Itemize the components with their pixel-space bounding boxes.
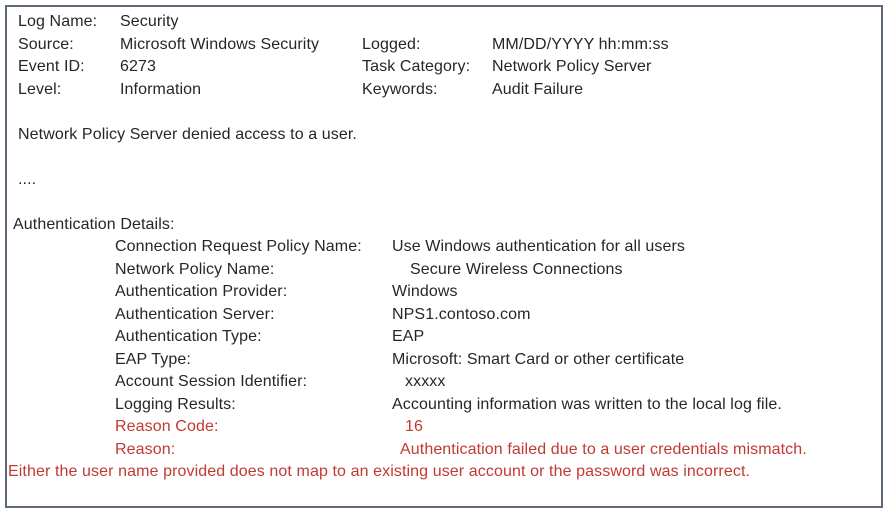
detail-value: NPS1.contoso.com — [392, 305, 531, 323]
header-row-eventid-taskcategory — [18, 56, 873, 79]
logged-label: Logged: — [362, 35, 421, 53]
detail-label: Authentication Server: — [115, 305, 275, 323]
detail-value: Secure Wireless Connections — [410, 260, 623, 278]
level-label: Level: — [18, 80, 62, 98]
detail-value: xxxxx — [405, 373, 446, 390]
detail-row-reason — [18, 439, 873, 462]
detail-value: Microsoft: Smart Card or other certificate — [392, 350, 685, 368]
detail-row-authentication-server — [18, 304, 873, 327]
detail-value: Use Windows authentication for all users — [392, 238, 686, 255]
event-id-value: 6273 — [120, 58, 156, 75]
detail-label: Reason: — [115, 440, 176, 458]
detail-row-authentication-provider — [18, 281, 873, 304]
source-label: Source: — [18, 35, 74, 53]
task-category-value: Network Policy Server — [492, 58, 652, 75]
detail-row-account-session-identifier — [18, 371, 873, 394]
detail-label: Network Policy Name: — [115, 260, 275, 278]
header-row-log-name — [18, 11, 873, 34]
detail-label: Reason Code: — [115, 418, 219, 435]
detail-label: Connection Request Policy Name: — [115, 238, 362, 255]
event-log-header — [18, 11, 873, 101]
ellipsis-text: .... — [18, 170, 37, 188]
detail-value: EAP — [392, 328, 425, 345]
detail-row-reason-code — [18, 416, 873, 439]
detail-label: Logging Results: — [115, 395, 236, 413]
task-category-label: Task Category: — [362, 58, 471, 75]
detail-row-eap-type — [18, 349, 873, 372]
detail-value: 16 — [405, 418, 423, 435]
event-log-panel — [5, 5, 883, 508]
detail-label: EAP Type: — [115, 350, 191, 368]
logged-value: MM/DD/YYYY hh:mm:ss — [492, 35, 669, 53]
authentication-details-list — [18, 236, 873, 461]
detail-label: Authentication Provider: — [115, 283, 288, 300]
detail-value: Windows — [392, 283, 458, 300]
detail-row-connection-request-policy — [18, 236, 873, 259]
event-id-label: Event ID: — [18, 58, 85, 75]
log-name-value: Security — [120, 13, 179, 30]
level-value: Information — [120, 80, 202, 98]
detail-label: Authentication Type: — [115, 328, 262, 345]
detail-value: Authentication failed due to a user credentials mismatch. — [400, 440, 807, 458]
credentials-mismatch-note: Either the user name provided does not map to an existing user account or the password was incorrect. — [8, 463, 751, 480]
detail-label: Account Session Identifier: — [115, 373, 308, 390]
keywords-value: Audit Failure — [492, 80, 584, 98]
event-description: Network Policy Server denied access to a user. — [18, 125, 357, 143]
authentication-details-heading: Authentication Details: — [13, 215, 175, 233]
log-name-label: Log Name: — [18, 13, 98, 30]
keywords-label: Keywords: — [362, 80, 438, 98]
source-value: Microsoft Windows Security — [120, 35, 320, 53]
detail-row-network-policy-name — [18, 259, 873, 282]
header-row-source-logged — [18, 34, 873, 57]
detail-value: Accounting information was written to the local log file. — [392, 395, 782, 413]
detail-row-authentication-type — [18, 326, 873, 349]
header-row-level-keywords — [18, 79, 873, 102]
detail-row-logging-results — [18, 394, 873, 417]
